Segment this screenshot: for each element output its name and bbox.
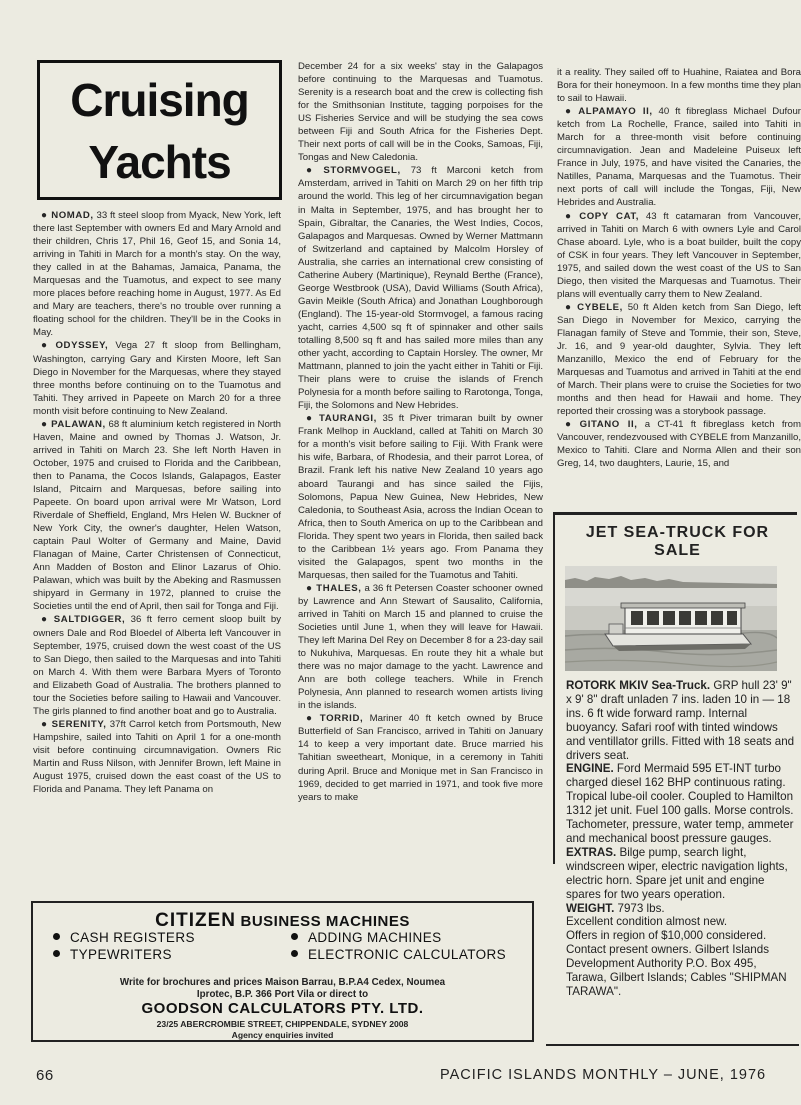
bullet-icon xyxy=(291,950,298,957)
article-column-3 xyxy=(557,66,801,509)
yacht-entry-palawan xyxy=(33,418,281,614)
company-name: GOODSON CALCULATORS PTY. LTD. xyxy=(141,1000,424,1017)
citizen-ad-title xyxy=(33,910,532,932)
yacht-name: ODYSSEY, xyxy=(55,340,109,352)
article-column-2 xyxy=(298,60,543,892)
citizen-item: TYPEWRITERS xyxy=(53,947,172,963)
yacht-name: TAURANGI, xyxy=(318,413,377,425)
bullet-icon: ● xyxy=(41,340,52,352)
yacht-text: 40 ft fibreglass Michael Dufour ketch from La Rochelle, France, sailed into Tahiti in March for a three-month visit before continuing circumnavigation. Jean and Madeleine Puiseux left France in July, 1975, and have visited the Canaries, the Natilles, Panama, Marquesas and the Tuamotus. Their next ports of call will include the Tongas, Fiji, New Hebrides and Australia. xyxy=(557,106,801,209)
yacht-entry-alpamayo xyxy=(557,105,801,209)
bullet-icon: ● xyxy=(41,614,50,626)
yacht-entry-serenity xyxy=(33,718,281,796)
section-title-line2: Yachts xyxy=(88,136,231,188)
section-title-box xyxy=(37,60,282,200)
citizen-contact-text: Write for brochures and prices Maison Barrau, B.P.A4 Cedex, Noumea Iprotec, B.P. 366 Port Vila or direct to xyxy=(119,977,446,1000)
bullet-icon: ● xyxy=(306,713,316,725)
yacht-text: Vega 27 ft sloop from Bellingham, Washington, carrying Gary and Kirsten Moore, left San Diego in November for the Marquesas, where they stayed three months before continuing on to the Tuamotus and Tahiti. They arrived in Papeete on March 20 for a three month visit before continuing to New Zealand. xyxy=(33,340,281,417)
yacht-entry-copy-cat xyxy=(557,210,801,301)
continued-paragraph: it a reality. They sailed off to Huahine, Raiatea and Bora Bora for their honeymoon. In a few months time they plan to sail to Hawaii. xyxy=(557,67,801,105)
bullet-icon xyxy=(53,933,60,940)
yacht-name: COPY CAT, xyxy=(579,210,640,222)
citizen-item: CASH REGISTERS xyxy=(53,930,195,946)
yacht-text: 50 ft Alden ketch from San Diego, left San Diego in November for Mexico, carrying the Flanagan family of Steve and Tommie, their son, Steve, Jr. 16, and 9 year-old daughter, Sylvia. They left Manzanillo, Mexico the end of February for the Marquesas and Tuamotus and arrived in Tahiti at the end of March. Their plans were to cruise the Societies for two months and then head for Hawaii and home. They reported their crossing was a storybook passage. xyxy=(557,301,801,418)
bullet-icon: ● xyxy=(41,210,48,221)
bullet-icon: ● xyxy=(41,418,48,430)
citizen-brand: CITIZEN xyxy=(155,910,237,931)
yacht-entry-thales xyxy=(298,582,543,712)
article-column-1 xyxy=(33,209,281,892)
ad-top-rule xyxy=(553,512,797,515)
bullet-icon: ● xyxy=(306,165,320,177)
yacht-entry-torrid xyxy=(298,712,543,803)
yacht-text: a CT-41 ft fibreglass ketch from Vancouver, rendezvoused with CYBELE from Manzanillo, Mexico to Tahiti. Clare and Norma Allen and their son Greg, 14, two daughters, Laurie, 15, and xyxy=(557,419,801,470)
bullet-icon: ● xyxy=(565,301,574,313)
yacht-name: PALAWAN, xyxy=(51,418,106,430)
yacht-text: 73 ft Marconi ketch from Amsterdam, arrived in Tahiti on March 29 on her fifth trip around the world. This leg of her circumnavigation began in Malta in September, 1975, and has brought her to Spain, Gibraltar, the Canaries, the West Indies, Cocos, Galapagos and Marquesas. Owned by Werner Mattmann of Switzerland and captained by Malcolm Horsley of Australia, she carries an international crew consisting of Catherine Aubery (Martinique), Reynald Berthe (France), George Westbrook (USA), David Williams (South Africa), Gavin Meikle (South Africa) and Jonathan Loughborough (England). The 15-year-old Stormvogel, a famous racing yacht, carries 4,500 sq ft of spinnaker and other sails totalling 8,500 sq ft and has sailed more miles than any other yacht, according to Captain Horsley. The owner, Mr Mattmann, planned to join the yacht either in Tahiti or Fiji. Their plans were to cruise the islands of French Polynesia for a month before sailing to Rarotonga, Tonga, Fiji, the Solomons and New Hebrides. xyxy=(298,165,543,412)
yacht-entry-cybele xyxy=(557,301,801,418)
yacht-entry-stormvogel xyxy=(298,164,543,412)
bullet-icon: ● xyxy=(41,718,48,730)
yacht-entry-nomad xyxy=(33,209,281,339)
jet-ad-extras: EXTRAS. Bilge pump, search light, windscreen wiper, electric navigation lights, electric horn. Spare jet unit and engine spares for two years operation. xyxy=(566,845,788,901)
section-title-line1: Cruising xyxy=(70,74,249,126)
jet-ad-body xyxy=(566,679,798,999)
ad-left-border xyxy=(553,514,555,864)
yacht-text: 68 ft aluminium ketch registered in North Haven, Maine and owned by Thomas J. Watson, Jr. arrived in Tahiti on March 23. She left North Haven in October, 1975 and cruised to Florida and the Caribbean, then to Panama, the Cocos Islands, Galapagos, Easter Island, Pitcairn and Marquesas, before sailing into Papeete. On board upon arrival were Mr Watson, Lord Riverdale of Sheffield, England, Mrs Helen W. Buckner of New York City, the owner's daughter, Helen Watson, captain Paul Wolter of Germany and Maine, David Flanagan of Maine, Carter Christensen of Connecticut, Ann Madden of Boston and Elinor Lazarus of Ohio. Palawan, which was built by the Abeking and Rasmussen shipyard in Germany in 1972, planned to cruise the Societies until the end of April, then sail for Tonga and Fiji. xyxy=(33,418,281,613)
yacht-name: STORMVOGEL, xyxy=(323,165,401,177)
yacht-text: Mariner 40 ft ketch owned by Bruce Butterfield of San Francisco, arrived in Tahiti on January 14 to keep a very important date. Bruce married his Tahitian sweetheart, Monique, in a ceremony in Tahiti during April. Bruce and Monique met in San Francisco in 1969, decided to get married in 1971, and took five more years to make xyxy=(298,713,543,803)
bullet-icon: ● xyxy=(565,419,576,431)
bullet-icon: ● xyxy=(565,210,576,222)
jet-ad-engine: ENGINE. Ford Mermaid 595 ET-INT turbo charged diesel 162 BHP continuous rating. Tropical lube-oil cooler. Coupled to Hamilton 1312 jet unit. Fuel 100 galls. Morse controls. Tachometer, pressure, water temp, ammeter and mechanical boost pressure gauges. xyxy=(566,762,794,845)
jet-ad-condition: Excellent condition almost new. xyxy=(566,915,728,929)
yacht-name: ALPAMAYO II, xyxy=(578,106,653,118)
yacht-name: NOMAD, xyxy=(51,210,94,221)
bullet-icon: ● xyxy=(306,413,315,425)
page-number: 66 xyxy=(36,1067,54,1084)
bullet-icon: ● xyxy=(306,582,313,594)
yacht-name: SALTDIGGER, xyxy=(53,614,126,626)
yacht-name: GITANO II, xyxy=(579,419,638,431)
yacht-text: 35 ft Piver trimaran built by owner Frank Melhop in Auckland, called at Tahiti on March 30 for a month's visit before sailing to Fiji. With Frank were his wife, Barbara, of Rhodesia, and their parrot Lorea, of Brazil. Frank left his native New Zealand 10 years ago aboard Taurangi and has since sailed the Fijis, Solomons, Papua New Guinea, New Hebrides, New Caledonia, to Southeast Asia, across the Indian Ocean to Africa, then to South America on up to the Caribbean and Florida. They spent two years in Florida, then sailed back to the Caribbean 1½ years ago. From Panama they visited the Galapagos, spent two months in the Marquesas, then sailed for the Tuamotus and Tahiti. xyxy=(298,413,543,581)
bullet-icon xyxy=(53,950,60,957)
yacht-name: SERENITY, xyxy=(51,718,107,730)
yacht-entry-odyssey xyxy=(33,339,281,417)
publication-footer: PACIFIC ISLANDS MONTHLY – JUNE, 1976 xyxy=(440,1067,767,1083)
yacht-text: 43 ft catamaran from Vancouver, arrived in Tahiti on March 6 with owners Lyle and Carol Chase aboard. Lyle, who is a boat builder, built the copy of CSK in four years. They left Vancouver in September, 1975, and sailed down the west coast of the US to San Diego, then visited the Marquesas and Tuamotus. Their plans will eventually carry them to New Zealand. xyxy=(557,210,801,300)
continued-paragraph: December 24 for a six weeks' stay in the Galapagos before continuing to the Marquesas and Tuamotus. Serenity is a research boat and the crew is collecting fish for the Smithsonian Institute, tagging porpoises for the US Fisheries Service and will be studying the sea cows between Fiji and South Africa for the Fisheries Dept. Their next ports of call will be in the Cooks, Samoas, Fiji, Tongas and New Caledonia. xyxy=(298,61,543,164)
jet-ad-specs: ROTORK MKIV Sea-Truck. GRP hull 23' 9" x 9' 8" draft unladen 7 ins. laden 10 in — 18 ins. 6 ft wide forward ramp. Internal buoyancy. Safari roof with tinted windows and ventillator grills. Fitted with 18 seats and drivers seat. xyxy=(566,679,795,762)
jet-ad-weight: WEIGHT. 7973 lbs. xyxy=(566,901,665,915)
bullet-icon: ● xyxy=(565,106,575,118)
yacht-name: THALES, xyxy=(316,582,362,594)
yacht-entry-saltdigger xyxy=(33,613,281,717)
jet-ad-heading: JET SEA-TRUCK FOR SALE xyxy=(585,524,770,559)
citizen-brand-rest: BUSINESS MACHINES xyxy=(240,913,410,930)
citizen-item: ADDING MACHINES xyxy=(291,930,442,946)
yacht-entry-taurangi xyxy=(298,412,543,582)
sea-truck-photo xyxy=(565,566,777,671)
bullet-icon xyxy=(291,933,298,940)
jet-ad-offers: Offers in region of $10,000 considered. xyxy=(566,929,767,943)
jet-ad-model: ROTORK MKIV Sea-Truck. xyxy=(566,679,711,692)
yacht-text: a 36 ft Petersen Coaster schooner owned by Lawrence and Ann Stewart of Sausalito, California, arrived in Tahiti on March 15 and planned to cruise the Societies until June 1, when they will leave for Hawaii. They left Marina Del Rey on December 8 for a 23-day sail to Nukuhiva, Marquesas. En route they hit a whale but there was no major damage to the yacht. Lawrence and Ann are both college teachers. While in French Polynesia, Ann planned to research women artists living in the islands. xyxy=(298,582,543,712)
yacht-name: TORRID, xyxy=(319,713,364,725)
yacht-text: 36 ft ferro cement sloop built by owners Dale and Rod Bloedel of Alberta left Vancouver in September, 1975, cruised down the west coast of the US to San Diego, then sailed to the Marquesas and into Tahiti on March 4. With them were Barbara Myers of Toronto and Elizabeth Goad of Australia. The brothers planned to tour the Societies before sailing to Hawaii and Vancouver. The girls planned to find another boat and go to Australia. xyxy=(33,614,281,717)
yacht-text: 37ft Carrol ketch from Portsmouth, New Hampshire, sailed into Tahiti on April 1 for a one-month visit before continuing circumnavigation. Owners Ric Martin and Russ Nilson, with Jennifer Brown, left Maine in August 1975, cruised down the east coast of the US to Florida and Panama. They left Panama on xyxy=(33,718,281,796)
citizen-advertisement xyxy=(31,901,534,1042)
yacht-text: 33 ft steel sloop from Myack, New York, left there last September with owners Ed and Mary Arnold and their children, Chris 17, Phil 16, Geof 15, and Sonia 14, arriving in Tahiti in March for a month's stay. On the way, they called in at the Bahamas, Jamaica, Panama, the Marquesas and the Tuamotus, and expect to see many more places before reaching home in August, 1977. As Ed and Mary are teachers, there's no trouble over running a floating school for the children. They'll be in the Cooks in May. xyxy=(33,210,281,339)
yacht-entry-gitano xyxy=(557,418,801,470)
company-address: 23/25 ABERCROMBIE STREET, CHIPPENDALE, SYDNEY 2008 Agency enquiries invited xyxy=(156,1019,409,1040)
jet-ad-contact: Contact present owners. Gilbert Islands Development Authority P.O. Box 495, Tarawa, Gilbert Islands; Cables "SHIPMAN TARAWA". xyxy=(566,943,787,998)
yacht-name: CYBELE, xyxy=(577,301,623,313)
citizen-item: ELECTRONIC CALCULATORS xyxy=(291,947,506,963)
ad-bottom-rule xyxy=(546,1044,799,1046)
